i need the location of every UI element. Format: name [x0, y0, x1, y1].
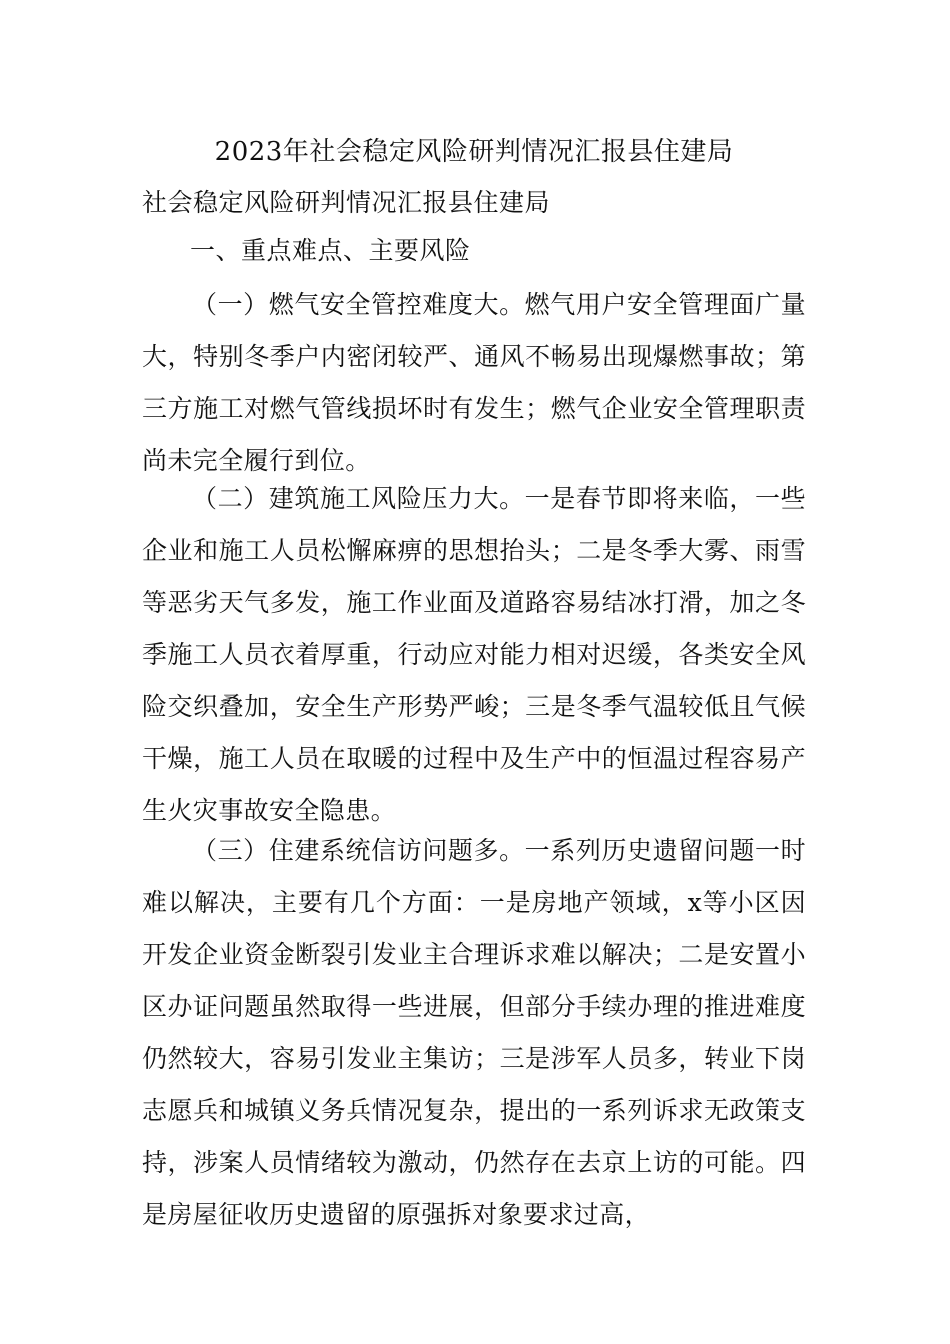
paragraph-gas-safety: （一）燃气安全管控难度大。燃气用户安全管理面广量大，特别冬季户内密闭较严、通风不畅易出现爆燃事故；第三方施工对燃气管线损坏时有发生；燃气企业安全管理职责尚未完全履行到位。: [142, 290, 806, 475]
paragraph-petition-issues: （三）住建系统信访问题多。一系列历史遗留问题一时难以解决，主要有几个方面：一是房地产领域，x等小区因开发企业资金断裂引发业主合理诉求难以解决；二是安置小区办证问题虽然取得一些进展，但部分手续办理的推进难度仍然较大，容易引发业主集访；三是涉军人员多，转业下岗志愿兵和城镇义务兵情况复杂，提出的一系列诉求无政策支持，涉案人员情绪较为激动，仍然存在去京上访的可能。四是房屋征收历史遗留的原强拆对象要求过高，: [142, 836, 806, 1229]
document-title: 2023年社会稳定风险研判情况汇报县住建局: [214, 137, 734, 167]
section-heading: 一、重点难点、主要风险: [190, 236, 471, 265]
document-subtitle: 社会稳定风险研判情况汇报县住建局: [142, 188, 551, 217]
paragraph-construction-risk: （二）建筑施工风险压力大。一是春节即将来临，一些企业和施工人员松懈麻痹的思想抬头；二是冬季大雾、雨雪等恶劣天气多发，施工作业面及道路容易结冰打滑，加之冬季施工人员衣着厚重，行动应对能力相对迟缓，各类安全风险交织叠加，安全生产形势严峻；三是冬季气温较低且气候干燥，施工人员在取暖的过程中及生产中的恒温过程容易产生火灾事故安全隐患。: [142, 484, 806, 825]
